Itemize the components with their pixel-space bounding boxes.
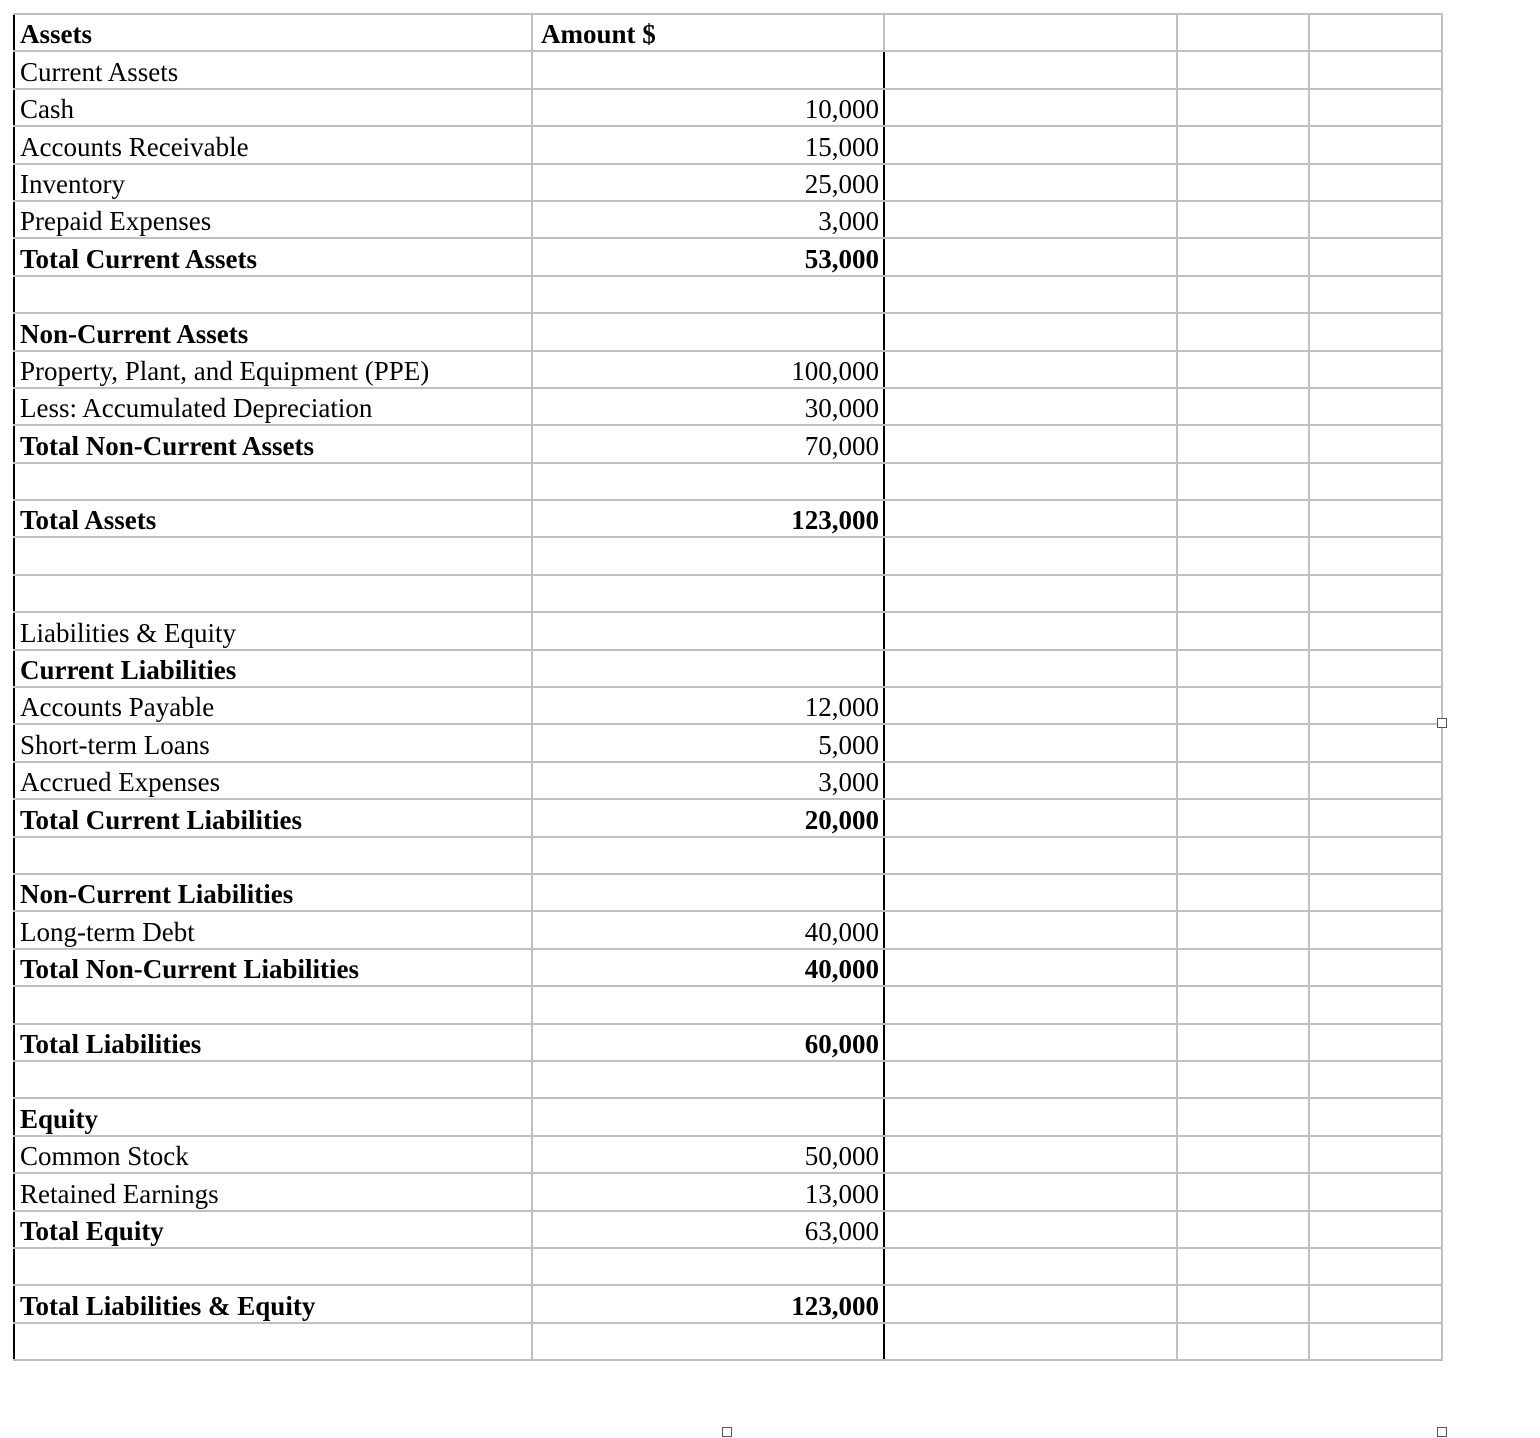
table-row — [14, 911, 1442, 948]
label-cell[interactable]: Inventory — [14, 164, 532, 201]
empty-cell[interactable] — [884, 837, 1177, 874]
empty-cell[interactable] — [884, 463, 1177, 500]
label-cell[interactable]: Less: Accumulated Depreciation — [14, 388, 532, 425]
empty-cell[interactable] — [1309, 1285, 1442, 1322]
empty-cell[interactable] — [884, 89, 1177, 126]
amount-cell[interactable] — [532, 986, 884, 1023]
empty-cell[interactable] — [1177, 313, 1309, 350]
label-cell[interactable]: Property, Plant, and Equipment (PPE) — [14, 351, 532, 388]
label-cell[interactable] — [14, 537, 532, 574]
empty-cell[interactable] — [884, 51, 1177, 88]
empty-cell[interactable] — [884, 986, 1177, 1023]
amount-cell[interactable]: 13,000 — [532, 1173, 884, 1210]
label-cell[interactable]: Short-term Loans — [14, 724, 532, 761]
empty-cell[interactable] — [1177, 1061, 1309, 1098]
amount-cell[interactable]: 40,000 — [532, 911, 884, 948]
empty-cell[interactable] — [1177, 201, 1309, 238]
label-cell[interactable]: Liabilities & Equity — [14, 612, 532, 649]
amount-cell[interactable]: 30,000 — [532, 388, 884, 425]
amount-cell[interactable] — [532, 1248, 884, 1285]
table-row — [14, 724, 1442, 761]
empty-cell[interactable] — [884, 425, 1177, 462]
empty-cell[interactable] — [1177, 911, 1309, 948]
amount-cell[interactable]: 53,000 — [532, 238, 884, 275]
table-row — [14, 51, 1442, 88]
empty-cell[interactable] — [1309, 1136, 1442, 1173]
table-row — [14, 762, 1442, 799]
label-cell[interactable]: Accounts Receivable — [14, 126, 532, 163]
table-row — [14, 164, 1442, 201]
empty-cell[interactable] — [884, 1323, 1177, 1360]
amount-cell[interactable] — [532, 837, 884, 874]
empty-cell[interactable] — [1177, 837, 1309, 874]
amount-cell[interactable]: 60,000 — [532, 1024, 884, 1061]
empty-cell[interactable] — [1309, 762, 1442, 799]
empty-cell[interactable] — [1177, 1173, 1309, 1210]
empty-cell[interactable] — [1309, 724, 1442, 761]
empty-cell[interactable] — [1177, 351, 1309, 388]
table-row — [14, 1098, 1442, 1135]
amount-cell[interactable] — [532, 1323, 884, 1360]
empty-cell[interactable] — [1309, 126, 1442, 163]
empty-cell[interactable] — [1177, 1024, 1309, 1061]
empty-cell[interactable] — [884, 1285, 1177, 1322]
header-amount-cell[interactable]: Amount $ — [532, 14, 884, 51]
table-row — [14, 313, 1442, 350]
empty-cell[interactable] — [1309, 500, 1442, 537]
empty-cell[interactable] — [1309, 537, 1442, 574]
empty-cell[interactable] — [884, 238, 1177, 275]
label-cell[interactable]: Total Current Liabilities — [14, 799, 532, 836]
amount-cell[interactable]: 10,000 — [532, 89, 884, 126]
empty-row — [14, 276, 1442, 313]
empty-cell[interactable] — [1177, 425, 1309, 462]
empty-cell[interactable] — [1177, 575, 1309, 612]
empty-cell[interactable] — [1309, 1211, 1442, 1248]
empty-cell[interactable] — [1309, 14, 1442, 51]
empty-cell[interactable] — [1177, 1248, 1309, 1285]
empty-cell[interactable] — [1309, 51, 1442, 88]
label-cell[interactable] — [14, 1323, 532, 1360]
label-cell[interactable]: Accrued Expenses — [14, 762, 532, 799]
label-cell[interactable]: Total Non-Current Assets — [14, 425, 532, 462]
label-cell[interactable]: Accounts Payable — [14, 687, 532, 724]
amount-cell[interactable]: 50,000 — [532, 1136, 884, 1173]
empty-cell[interactable] — [1309, 687, 1442, 724]
empty-cell[interactable] — [1309, 276, 1442, 313]
empty-cell[interactable] — [884, 949, 1177, 986]
empty-cell[interactable] — [884, 537, 1177, 574]
table-row — [14, 799, 1442, 836]
empty-cell[interactable] — [884, 799, 1177, 836]
label-cell[interactable]: Non-Current Liabilities — [14, 874, 532, 911]
table-row — [14, 351, 1442, 388]
empty-cell[interactable] — [1177, 89, 1309, 126]
empty-cell[interactable] — [1177, 463, 1309, 500]
label-cell[interactable]: Retained Earnings — [14, 1173, 532, 1210]
table-row — [14, 425, 1442, 462]
label-cell[interactable]: Total Assets — [14, 500, 532, 537]
label-cell[interactable]: Current Liabilities — [14, 650, 532, 687]
empty-cell[interactable] — [884, 1061, 1177, 1098]
label-cell[interactable] — [14, 276, 532, 313]
empty-cell[interactable] — [1177, 687, 1309, 724]
empty-cell[interactable] — [884, 500, 1177, 537]
table-row — [14, 126, 1442, 163]
amount-cell[interactable] — [532, 463, 884, 500]
label-cell[interactable]: Total Current Assets — [14, 238, 532, 275]
header-assets-cell[interactable]: Assets — [14, 14, 532, 51]
empty-cell[interactable] — [1309, 313, 1442, 350]
empty-cell[interactable] — [884, 1211, 1177, 1248]
empty-cell[interactable] — [1177, 650, 1309, 687]
empty-cell[interactable] — [1309, 388, 1442, 425]
empty-cell[interactable] — [1309, 1098, 1442, 1135]
label-cell[interactable] — [14, 463, 532, 500]
table-row — [14, 1211, 1442, 1248]
table-row — [14, 238, 1442, 275]
header-row — [14, 14, 1442, 51]
resize-handle-bottom[interactable] — [722, 1427, 732, 1437]
amount-cell[interactable] — [532, 1061, 884, 1098]
empty-cell[interactable] — [1309, 650, 1442, 687]
empty-row — [14, 1061, 1442, 1098]
empty-cell[interactable] — [1177, 388, 1309, 425]
amount-cell[interactable]: 100,000 — [532, 351, 884, 388]
empty-cell[interactable] — [884, 164, 1177, 201]
amount-cell[interactable]: 70,000 — [532, 425, 884, 462]
empty-cell[interactable] — [1177, 126, 1309, 163]
empty-cell[interactable] — [1177, 986, 1309, 1023]
label-cell[interactable] — [14, 1248, 532, 1285]
amount-cell[interactable]: 15,000 — [532, 126, 884, 163]
amount-cell[interactable] — [532, 612, 884, 649]
amount-cell[interactable] — [532, 537, 884, 574]
table-row — [14, 1024, 1442, 1061]
table-row — [14, 1136, 1442, 1173]
empty-cell[interactable] — [1177, 238, 1309, 275]
empty-cell[interactable] — [1177, 949, 1309, 986]
empty-cell[interactable] — [1177, 1136, 1309, 1173]
empty-cell[interactable] — [1309, 911, 1442, 948]
label-cell[interactable] — [14, 1061, 532, 1098]
empty-cell[interactable] — [1177, 500, 1309, 537]
empty-cell[interactable] — [1309, 351, 1442, 388]
table-row — [14, 201, 1442, 238]
empty-cell[interactable] — [1177, 1323, 1309, 1360]
empty-cell[interactable] — [1177, 799, 1309, 836]
empty-cell[interactable] — [884, 351, 1177, 388]
amount-cell[interactable]: 25,000 — [532, 164, 884, 201]
amount-cell[interactable]: 63,000 — [532, 1211, 884, 1248]
empty-cell[interactable] — [1309, 986, 1442, 1023]
label-cell[interactable] — [14, 575, 532, 612]
empty-cell[interactable] — [1177, 276, 1309, 313]
empty-cell[interactable] — [1177, 874, 1309, 911]
label-cell[interactable] — [14, 986, 532, 1023]
amount-cell[interactable]: 123,000 — [532, 1285, 884, 1322]
empty-cell[interactable] — [1309, 799, 1442, 836]
empty-cell[interactable] — [1309, 1173, 1442, 1210]
empty-cell[interactable] — [1309, 425, 1442, 462]
amount-cell[interactable]: 12,000 — [532, 687, 884, 724]
empty-cell[interactable] — [884, 612, 1177, 649]
label-cell[interactable]: Total Equity — [14, 1211, 532, 1248]
amount-cell[interactable] — [532, 51, 884, 88]
empty-cell[interactable] — [1309, 1061, 1442, 1098]
amount-cell[interactable]: 123,000 — [532, 500, 884, 537]
table-row — [14, 388, 1442, 425]
empty-cell[interactable] — [884, 1173, 1177, 1210]
resize-handle-right[interactable] — [1437, 718, 1447, 728]
label-cell[interactable]: Total Liabilities & Equity — [14, 1285, 532, 1322]
empty-cell[interactable] — [1177, 164, 1309, 201]
empty-cell[interactable] — [1309, 612, 1442, 649]
amount-cell[interactable] — [532, 1098, 884, 1135]
empty-row — [14, 463, 1442, 500]
amount-cell[interactable] — [532, 276, 884, 313]
table-row — [14, 612, 1442, 649]
empty-cell[interactable] — [1177, 612, 1309, 649]
amount-cell[interactable]: 5,000 — [532, 724, 884, 761]
balance-sheet-table — [13, 13, 1443, 1361]
empty-cell[interactable] — [1309, 575, 1442, 612]
empty-row — [14, 537, 1442, 574]
resize-handle-corner[interactable] — [1437, 1427, 1447, 1437]
empty-cell[interactable] — [1177, 1098, 1309, 1135]
amount-cell[interactable]: 40,000 — [532, 949, 884, 986]
empty-cell[interactable] — [1309, 874, 1442, 911]
table-row — [14, 687, 1442, 724]
empty-cell[interactable] — [884, 762, 1177, 799]
empty-cell[interactable] — [884, 575, 1177, 612]
label-cell[interactable]: Non-Current Assets — [14, 313, 532, 350]
label-cell[interactable]: Total Liabilities — [14, 1024, 532, 1061]
label-cell[interactable]: Equity — [14, 1098, 532, 1135]
table-row — [14, 874, 1442, 911]
empty-cell[interactable] — [884, 874, 1177, 911]
empty-cell[interactable] — [1177, 51, 1309, 88]
empty-cell[interactable] — [1309, 1248, 1442, 1285]
empty-cell[interactable] — [1309, 238, 1442, 275]
empty-cell[interactable] — [884, 388, 1177, 425]
empty-cell[interactable] — [884, 276, 1177, 313]
table-row — [14, 500, 1442, 537]
label-cell[interactable]: Cash — [14, 89, 532, 126]
empty-row — [14, 986, 1442, 1023]
empty-cell[interactable] — [884, 1248, 1177, 1285]
amount-cell[interactable]: 20,000 — [532, 799, 884, 836]
empty-cell[interactable] — [884, 201, 1177, 238]
empty-cell[interactable] — [1177, 1211, 1309, 1248]
empty-cell[interactable] — [1309, 164, 1442, 201]
label-cell[interactable]: Common Stock — [14, 1136, 532, 1173]
amount-cell[interactable] — [532, 650, 884, 687]
empty-cell[interactable] — [884, 650, 1177, 687]
empty-cell[interactable] — [1309, 837, 1442, 874]
label-cell[interactable]: Current Assets — [14, 51, 532, 88]
table-row — [14, 650, 1442, 687]
empty-cell[interactable] — [884, 1024, 1177, 1061]
label-cell[interactable] — [14, 837, 532, 874]
table-row — [14, 89, 1442, 126]
empty-cell[interactable] — [884, 1098, 1177, 1135]
empty-cell[interactable] — [1177, 14, 1309, 51]
label-cell[interactable]: Long-term Debt — [14, 911, 532, 948]
label-cell[interactable]: Prepaid Expenses — [14, 201, 532, 238]
empty-cell[interactable] — [884, 724, 1177, 761]
empty-cell[interactable] — [1309, 89, 1442, 126]
empty-cell[interactable] — [884, 1136, 1177, 1173]
empty-cell[interactable] — [1177, 1285, 1309, 1322]
empty-cell[interactable] — [884, 911, 1177, 948]
empty-cell[interactable] — [1177, 762, 1309, 799]
amount-cell[interactable] — [532, 874, 884, 911]
empty-cell[interactable] — [884, 313, 1177, 350]
empty-cell[interactable] — [1309, 1024, 1442, 1061]
amount-cell[interactable] — [532, 313, 884, 350]
table-row — [14, 1285, 1442, 1322]
empty-cell[interactable] — [1309, 1323, 1442, 1360]
empty-cell[interactable] — [884, 126, 1177, 163]
empty-cell[interactable] — [884, 687, 1177, 724]
empty-row — [14, 837, 1442, 874]
empty-row — [14, 1323, 1442, 1360]
empty-cell[interactable] — [1309, 463, 1442, 500]
table-row — [14, 1173, 1442, 1210]
amount-cell[interactable]: 3,000 — [532, 201, 884, 238]
empty-cell[interactable] — [1177, 724, 1309, 761]
empty-cell[interactable] — [1177, 537, 1309, 574]
empty-row — [14, 575, 1442, 612]
empty-cell[interactable] — [1309, 949, 1442, 986]
amount-cell[interactable] — [532, 575, 884, 612]
amount-cell[interactable]: 3,000 — [532, 762, 884, 799]
label-cell[interactable]: Total Non-Current Liabilities — [14, 949, 532, 986]
table-row — [14, 949, 1442, 986]
empty-cell[interactable] — [1309, 201, 1442, 238]
empty-cell[interactable] — [884, 14, 1177, 51]
empty-row — [14, 1248, 1442, 1285]
